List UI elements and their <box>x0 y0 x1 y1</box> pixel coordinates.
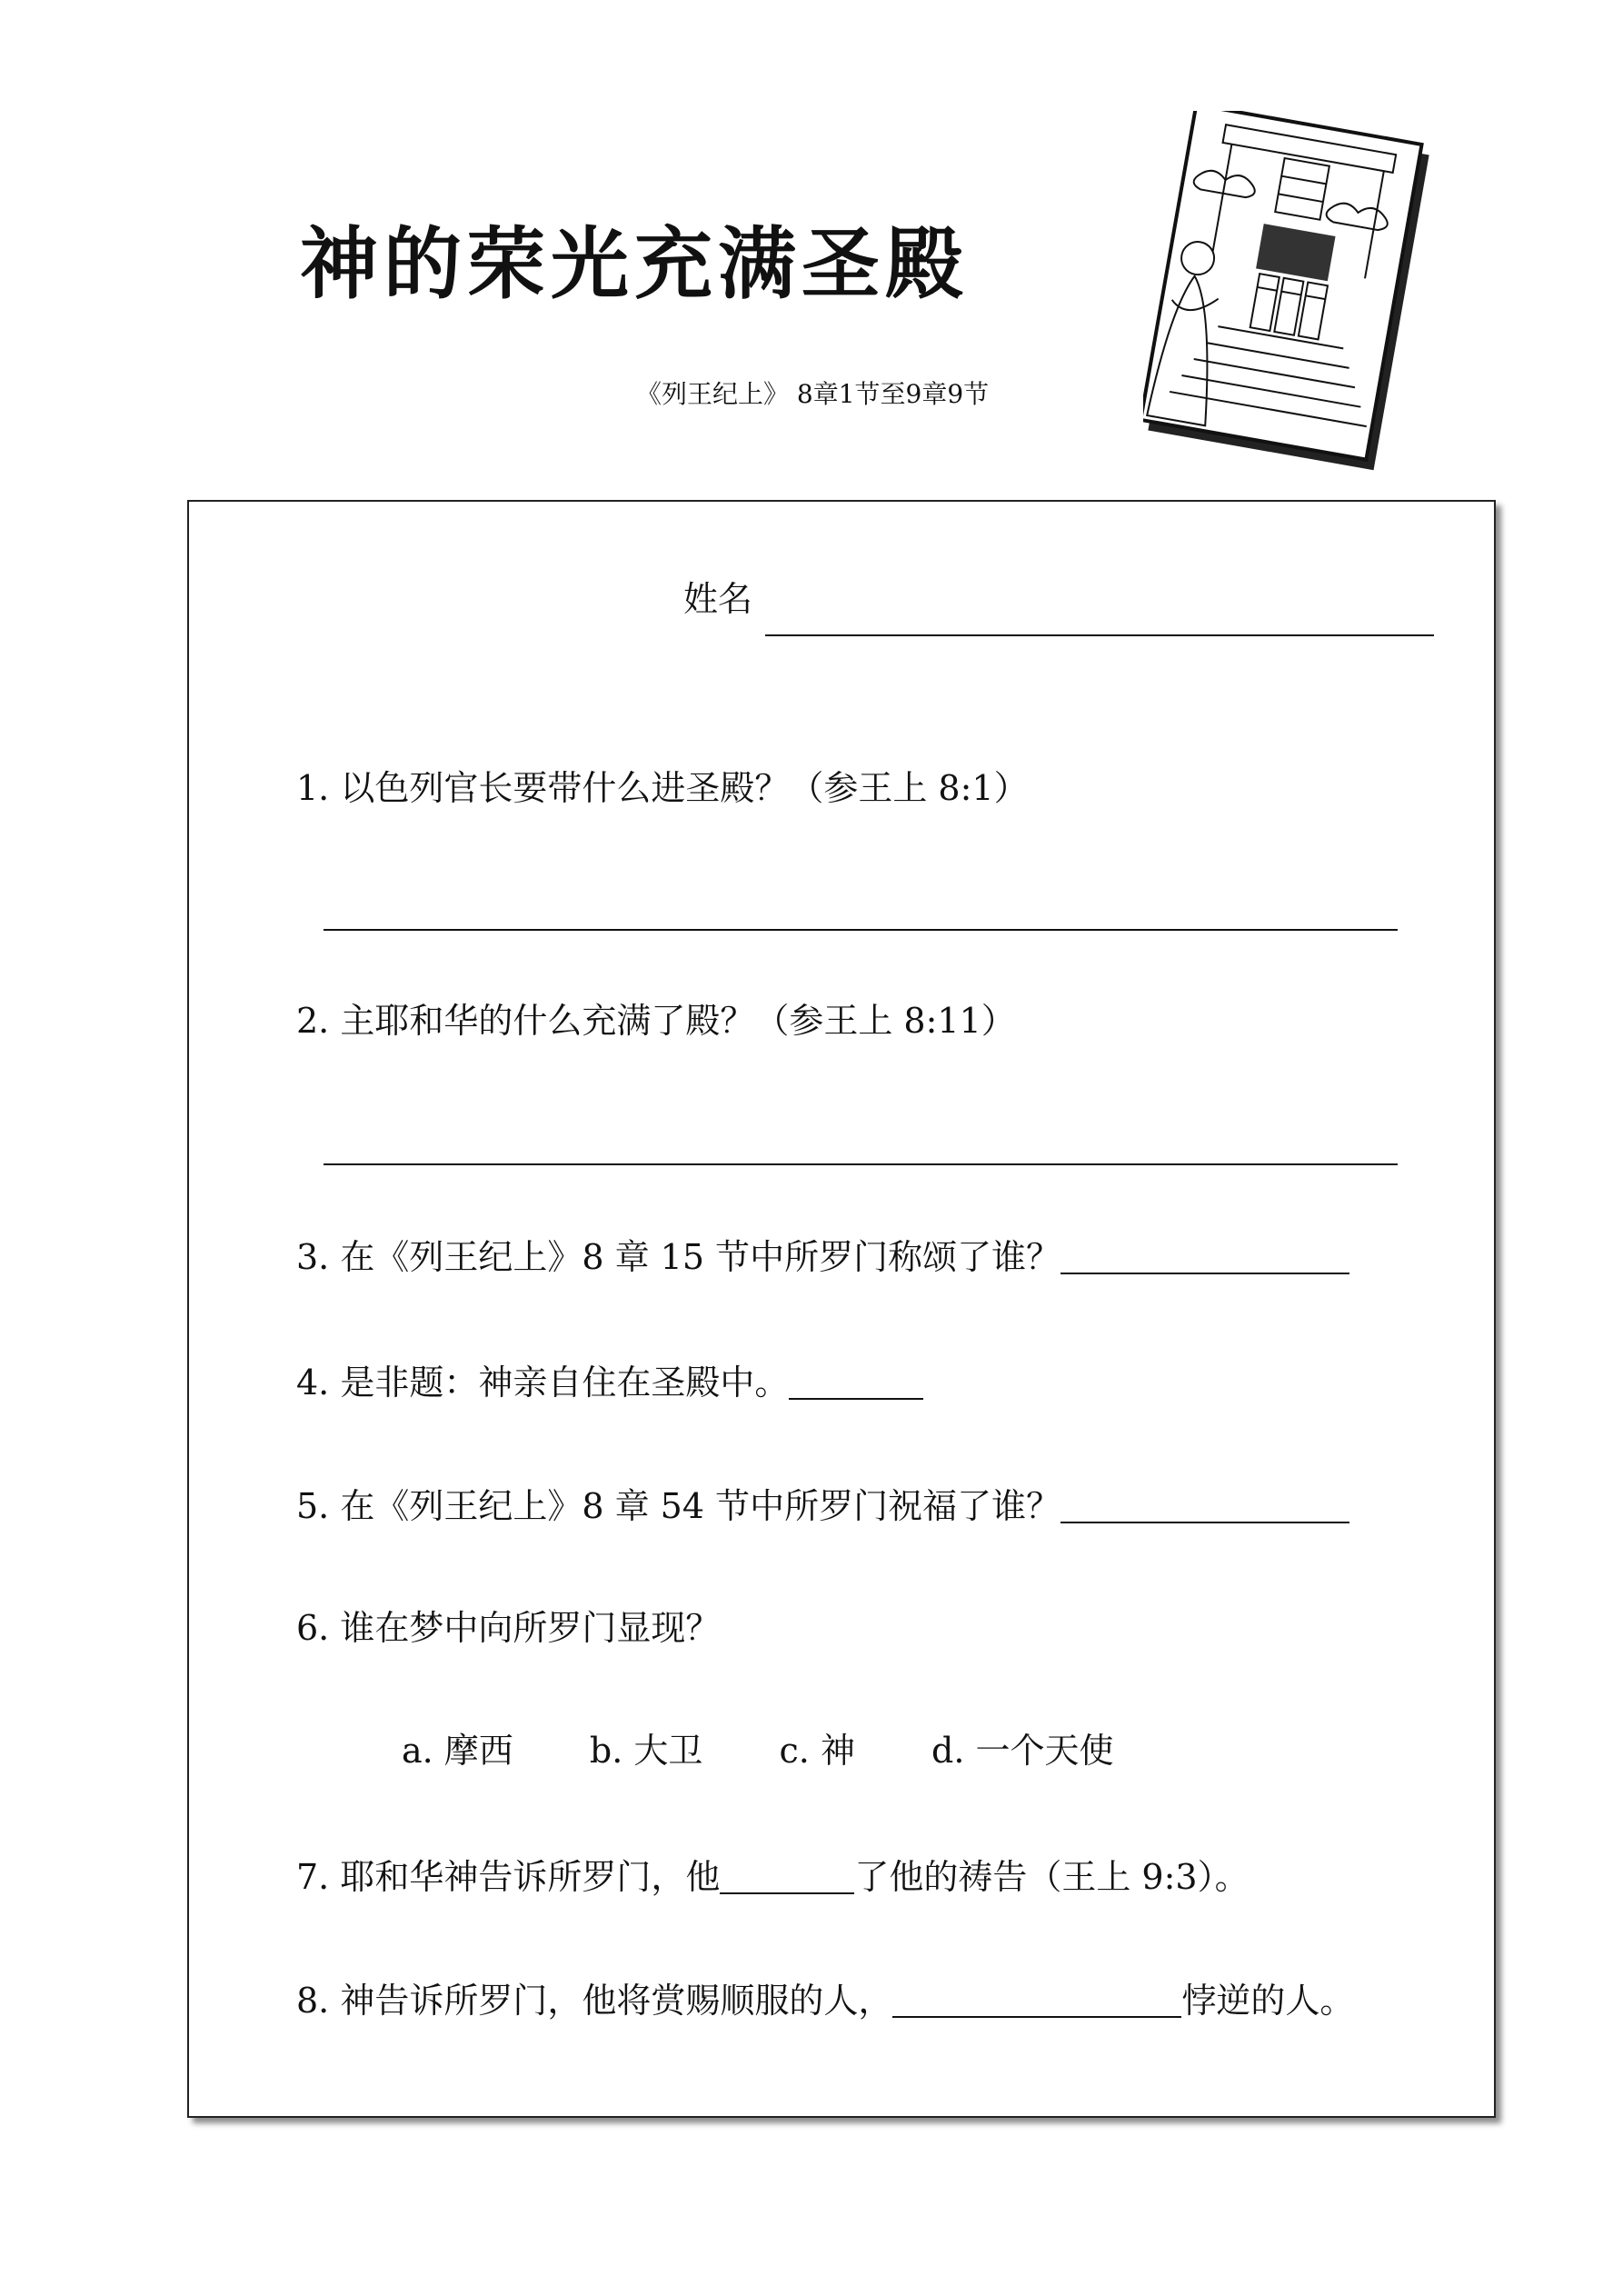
question-7-after: 了他的祷告（王上 9:3）。 <box>854 1857 1250 1897</box>
answer-blank-4[interactable] <box>789 1363 923 1400</box>
scripture-reference: 《列王纪上》 8章1节至9章9节 <box>636 379 990 409</box>
answer-blank-5[interactable] <box>1060 1487 1349 1523</box>
answer-blank-7[interactable] <box>720 1858 854 1894</box>
page-title: 神的荣光充满圣殿 <box>300 218 969 310</box>
question-5-row <box>296 1486 1349 1526</box>
option-b[interactable]: b. 大卫 <box>589 1731 703 1771</box>
name-field[interactable] <box>765 634 1434 636</box>
answer-line-1[interactable] <box>324 929 1398 931</box>
question-4-row <box>296 1363 923 1403</box>
question-3: 3. 在《列王纪上》8 章 15 节中所罗门称颂了谁？ <box>296 1237 1061 1277</box>
option-a[interactable]: a. 摩西 <box>402 1731 513 1771</box>
option-c[interactable]: c. 神 <box>779 1731 855 1771</box>
answer-blank-8[interactable] <box>892 1982 1181 2018</box>
question-7-row <box>296 1857 1250 1897</box>
question-6-options <box>402 1731 1180 1771</box>
name-label: 姓名 <box>683 579 753 619</box>
question-5: 5. 在《列王纪上》8 章 54 节中所罗门祝福了谁？ <box>296 1486 1061 1526</box>
option-d[interactable]: d. 一个天使 <box>931 1731 1114 1771</box>
question-8-after: 悖逆的人。 <box>1181 1981 1355 2021</box>
temple-scene-illustration <box>1143 111 1434 474</box>
question-8-row <box>296 1981 1355 2021</box>
answer-line-2[interactable] <box>324 1163 1398 1165</box>
question-8-before: 8. 神告诉所罗门，他将赏赐顺服的人， <box>296 1981 893 2021</box>
question-1: 1. 以色列官长要带什么进圣殿？（参王上 8:1） <box>296 768 1029 808</box>
question-4: 4. 是非题：神亲自住在圣殿中。 <box>296 1363 790 1403</box>
question-7-before: 7. 耶和华神告诉所罗门，他 <box>296 1857 721 1897</box>
question-6: 6. 谁在梦中向所罗门显现？ <box>296 1608 721 1648</box>
question-2: 2. 主耶和华的什么充满了殿？（参王上 8:11） <box>296 1001 1016 1041</box>
answer-blank-3[interactable] <box>1060 1238 1349 1274</box>
question-3-row <box>296 1237 1349 1277</box>
